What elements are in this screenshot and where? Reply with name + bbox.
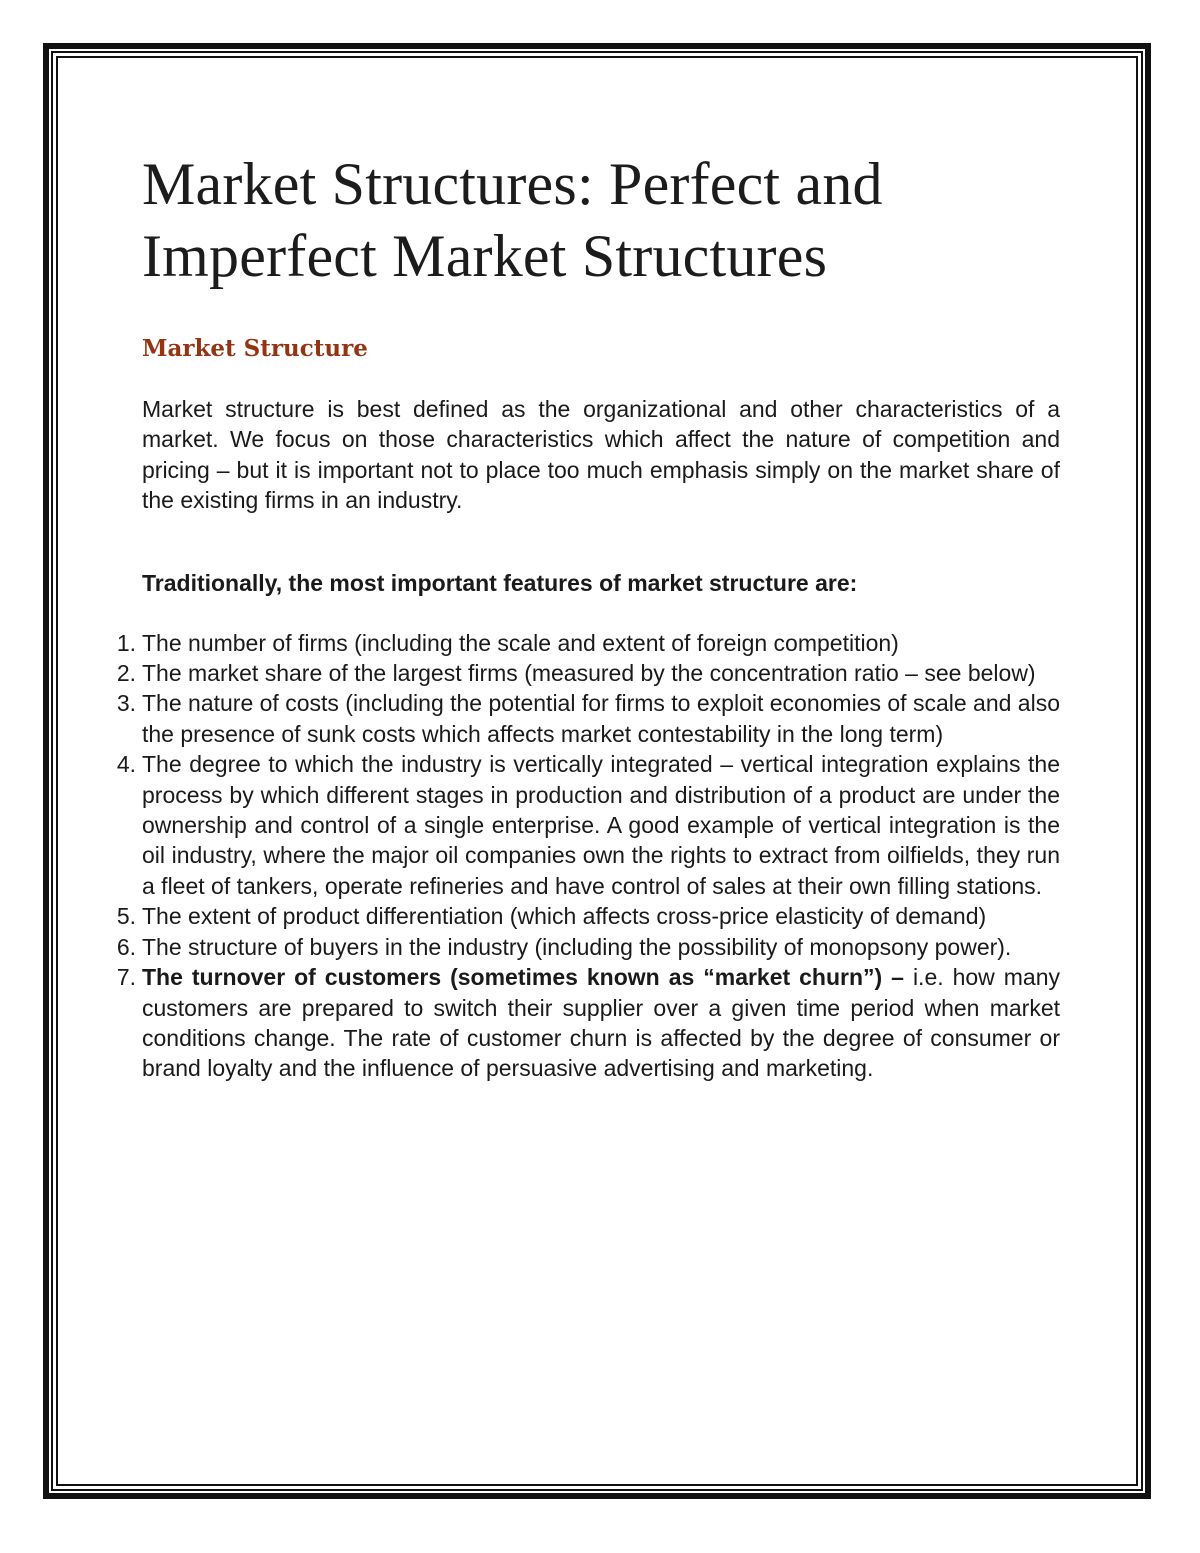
document-title (142, 148, 1060, 292)
list-item-text: i.e. how many customers are prepared to switch their supplier over a given time period when market conditions change. The rate of customer churn is affected by the degree of consumer or brand loyalty and the influence of persuasive advertising and marketing. (142, 964, 1060, 1082)
title-line-2: Imperfect Market Structures (142, 223, 828, 289)
list-item-lead: The turnover of customers (sometimes known as “market churn”) – (142, 964, 904, 991)
list-item (116, 628, 1060, 658)
list-item-number: 7. (116, 964, 136, 991)
list-item-text: The nature of costs (including the potential for firms to exploit economies of scale and also the presence of sunk costs which affects market contestability in the long term) (142, 690, 1060, 747)
list-item-number: 3. (116, 690, 136, 717)
list-item-text: The market share of the largest firms (measured by the concentration ratio – see below) (142, 660, 1036, 687)
list-item-number: 2. (116, 660, 136, 687)
list-item (116, 749, 1060, 901)
list-item (116, 962, 1060, 1084)
title-line-1: Market Structures: Perfect and (142, 151, 883, 217)
features-heading: Traditionally, the most important features of market structure are: (142, 569, 858, 596)
list-item (116, 932, 1060, 962)
intro-paragraph: Market structure is best defined as the organizational and other characteristics of a market. We focus on those characteristics which affect the nature of competition and pricing – but it is important not to place too much emphasis simply on the market share of the existing firms in an industry. (142, 396, 1060, 514)
list-item-text: The degree to which the industry is vertically integrated – vertical integration explains the process by which different stages in production and distribution of a product are under the ownership and control of a single enterprise. A good example of vertical integration is the oil industry, where the major oil companies own the rights to extract from oilfields, they run a fleet of tankers, operate refineries and have control of sales at their own filling stations. (142, 751, 1060, 899)
list-item-text: The extent of product differentiation (which affects cross-price elasticity of demand) (142, 903, 987, 930)
list-item-text: The number of firms (including the scale and extent of foreign competition) (142, 629, 899, 656)
document-content (116, 148, 1060, 1084)
list-item-number: 6. (116, 933, 136, 960)
features-list (116, 628, 1060, 1084)
list-item-text: The structure of buyers in the industry (including the possibility of monopsony power). (142, 933, 1012, 960)
list-item (116, 901, 1060, 931)
section-heading: Market Structure (142, 335, 368, 362)
list-item-number: 5. (116, 903, 136, 930)
list-item-number: 4. (116, 751, 136, 778)
list-item (116, 658, 1060, 688)
list-item-number: 1. (116, 629, 136, 656)
list-item (116, 688, 1060, 749)
